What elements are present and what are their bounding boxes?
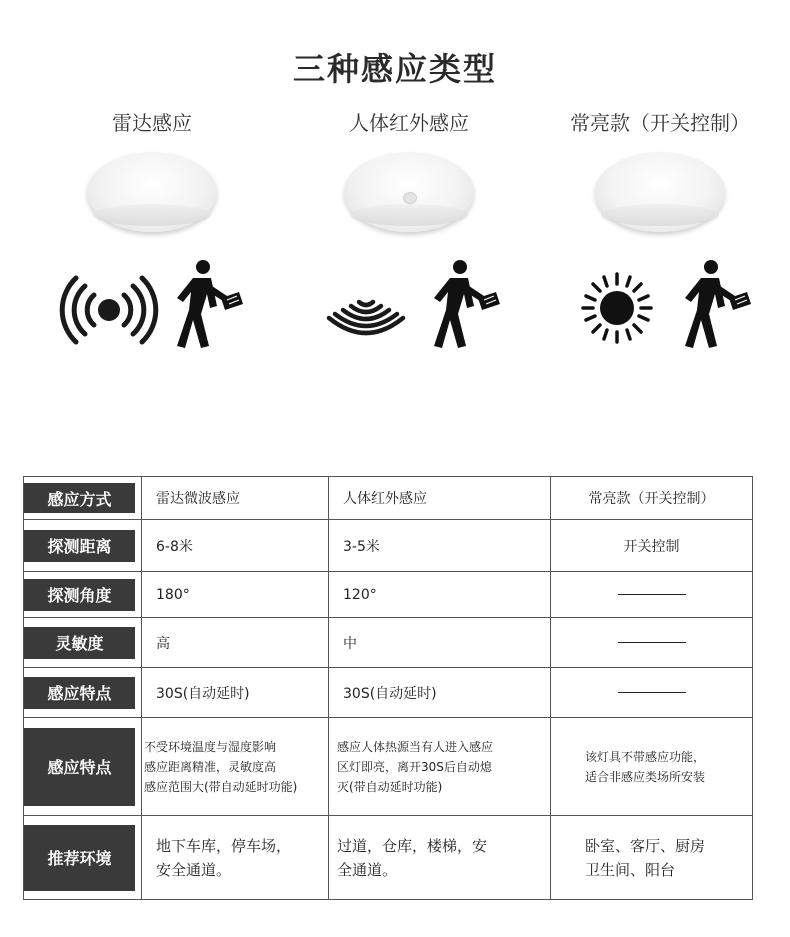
table-row — [24, 668, 753, 718]
table-row — [24, 816, 753, 900]
table-cell: 3-5米 — [329, 520, 551, 572]
table-cell: 常亮款（开关控制） — [551, 477, 753, 520]
radar-wave-icon — [59, 270, 159, 350]
table-row — [24, 520, 753, 572]
empty-dash — [618, 642, 686, 643]
table-cell: 感应人体热源当有人进入感应 区灯即亮，离开30S后自动熄 灭(带自动延时功能) — [329, 718, 551, 816]
ceiling-lamp-image — [344, 152, 474, 240]
table-cell: 人体红外感应 — [329, 477, 551, 520]
type-name: 雷达感应 — [112, 111, 192, 135]
table-cell: 地下车库，停车场， 安全通道。 — [142, 816, 329, 900]
type-column-infrared — [289, 108, 529, 354]
table-row — [24, 477, 753, 520]
comparison-table — [23, 476, 753, 900]
empty-dash — [618, 594, 686, 595]
page-title: 三种感应类型 — [292, 50, 497, 88]
ceiling-lamp-image — [87, 152, 217, 240]
row-label: 探测距离 — [24, 530, 135, 562]
empty-dash — [618, 692, 686, 693]
table-cell: 该灯具不带感应功能， 适合非感应类场所安装 — [551, 718, 753, 816]
type-name: 常亮款（开关控制） — [570, 111, 750, 135]
table-cell: 开关控制 — [551, 520, 753, 572]
table-cell: 120° — [329, 572, 551, 618]
table-cell — [551, 668, 753, 718]
table-cell: 过道，仓库，楼梯，安 全通道。 — [329, 816, 551, 900]
table-cell: 6-8米 — [142, 520, 329, 572]
table-cell: 30S(自动延时) — [142, 668, 329, 718]
table-cell: 卧室、客厅、厨房 卫生间、阳台 — [551, 816, 753, 900]
table-cell: 不受环境温度与湿度影响 感应距离精准，灵敏度高 感应范围大(带自动延时功能) — [142, 718, 329, 816]
row-label: 感应方式 — [24, 483, 135, 513]
row-label: 灵敏度 — [24, 627, 135, 659]
row-label: 感应特点 — [24, 728, 135, 806]
infrared-sensor — [403, 192, 417, 204]
table-cell: 高 — [142, 618, 329, 668]
row-label: 感应特点 — [24, 677, 135, 709]
table-cell — [551, 572, 753, 618]
table-cell: 雷达微波感应 — [142, 477, 329, 520]
table-row — [24, 718, 753, 816]
table-cell: 180° — [142, 572, 329, 618]
table-row — [24, 618, 753, 668]
sun-icon — [567, 270, 667, 350]
walking-person-icon — [422, 258, 502, 350]
table-cell — [551, 618, 753, 668]
infrared-wave-icon — [316, 270, 416, 350]
ceiling-lamp-image — [595, 152, 725, 240]
type-name: 人体红外感应 — [349, 111, 469, 135]
type-column-radar — [32, 108, 272, 354]
table-cell: 中 — [329, 618, 551, 668]
type-column-always-on — [540, 108, 780, 354]
table-row — [24, 572, 753, 618]
table-cell: 30S(自动延时) — [329, 668, 551, 718]
row-label: 推荐环境 — [24, 825, 135, 891]
walking-person-icon — [165, 258, 245, 350]
row-label: 探测角度 — [24, 579, 135, 611]
walking-person-icon — [673, 258, 753, 350]
